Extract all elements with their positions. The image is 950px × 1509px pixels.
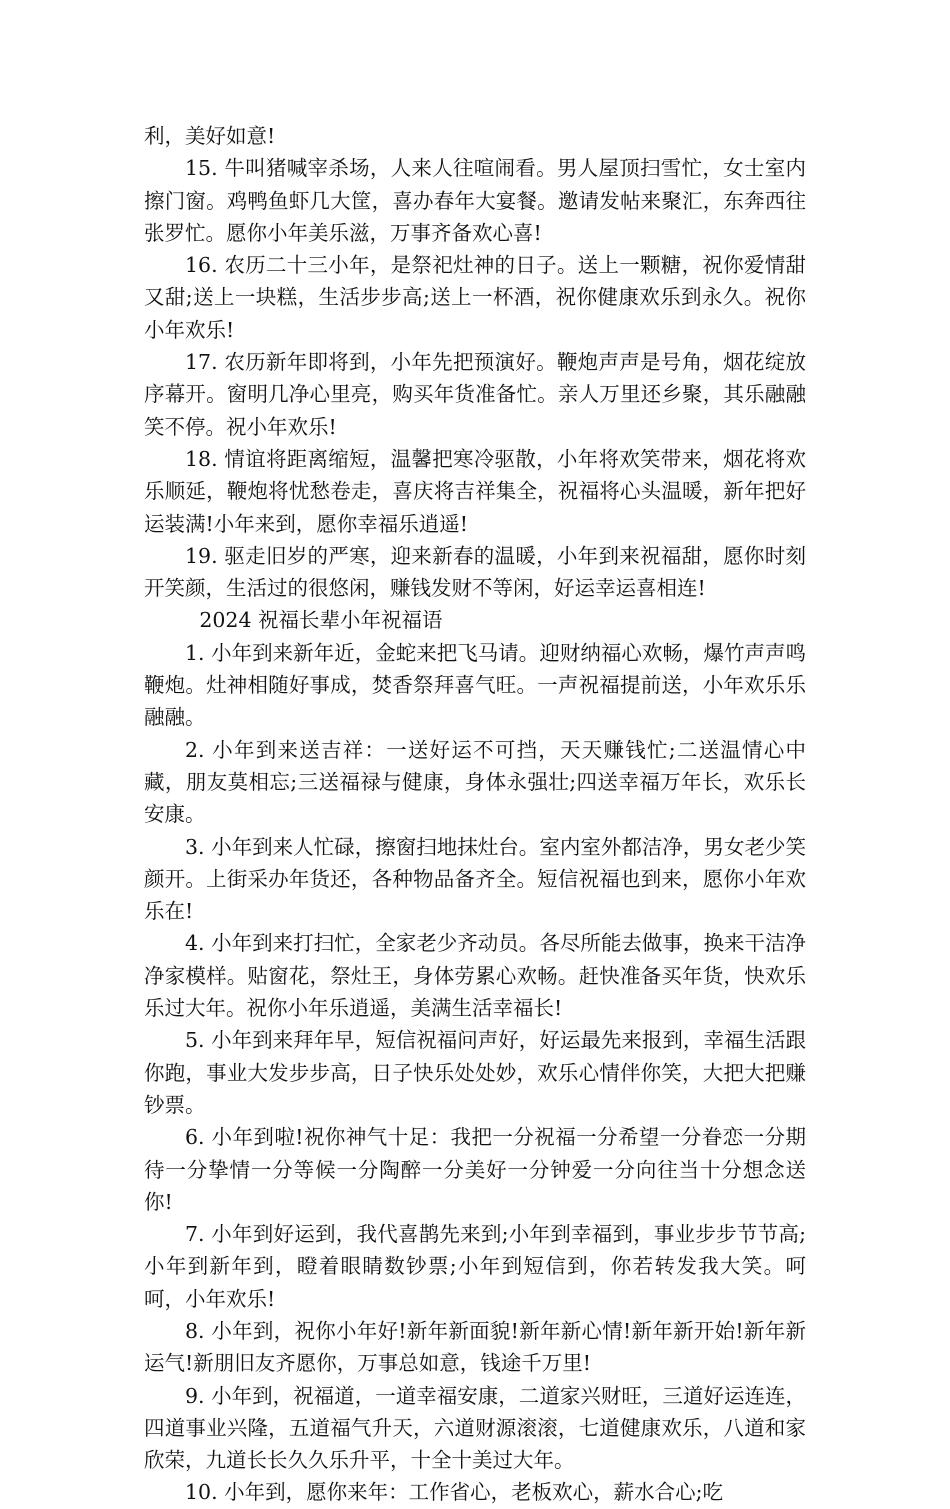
list-item: 16. 农历二十三小年，是祭祀灶神的日子。送上一颗糖，祝你爱情甜又甜;送上一块糕，生活步步高;送上一杯酒，祝你健康欢乐到永久。祝你小年欢乐! xyxy=(144,253,806,342)
list-item: 19. 驱走旧岁的严寒，迎来新春的温暖，小年到来祝福甜，愿你时刻开笑颜，生活过的很悠闲，赚钱发财不等闲，好运幸运喜相连! xyxy=(144,543,806,601)
section-heading: 2024 祝福长辈小年祝福语 xyxy=(199,608,443,633)
list-item: 7. 小年到好运到，我代喜鹊先来到;小年到幸福到，事业步步节节高;小年到新年到，瞪着眼睛数钞票;小年到短信到，你若转发我大笑。呵呵，小年欢乐! xyxy=(144,1222,806,1311)
list-item: 18. 情谊将距离缩短，温馨把寒冷驱散，小年将欢笑带来，烟花将欢乐顺延，鞭炮将忧愁卷走，喜庆将吉祥集全，祝福将心头温暖，新年把好运装满!小年来到，愿你幸福乐逍遥! xyxy=(144,446,806,536)
list-item: 5. 小年到来拜年早，短信祝福问声好，好运最先来报到，幸福生活跟你跑，事业大发步步高，日子快乐处处妙，欢乐心情伴你笑，大把大把赚钞票。 xyxy=(144,1028,806,1117)
list-item: 9. 小年到，祝福道，一道幸福安康，二道家兴财旺，三道好运连连，四道事业兴隆，五道福气升天，六道财源滚滚，七道健康欢乐，八道和家欣荣，九道长长久久乐升平，十全十美过大年。 xyxy=(144,1383,806,1473)
continuation-paragraph: 利，美好如意! xyxy=(144,124,276,148)
list-item: 15. 牛叫猪喊宰杀场，人来人往喧闹看。男人屋顶扫雪忙，女士室内擦门窗。鸡鸭鱼虾几大筐，喜办春年大宴餐。邀请发帖来聚汇，东奔西往张罗忙。愿你小年美乐滋，万事齐备欢心喜! xyxy=(144,156,806,245)
list-item: 10. 小年到，愿你来年：工作省心，老板欢心，薪水合心;吃 xyxy=(185,1480,724,1505)
list-item: 2. 小年到来送吉祥：一送好运不可挡，天天赚钱忙;二送温情心中藏，朋友莫相忘;三送福禄与健康，身体永强壮;四送幸福万年长，欢乐长安康。 xyxy=(144,737,806,827)
list-item: 4. 小年到来打扫忙，全家老少齐动员。各尽所能去做事，换来干洁净净家模样。贴窗花，祭灶王，身体劳累心欢畅。赶快准备买年货，快欢乐乐过大年。祝你小年乐逍遥，美满生活幸福长! xyxy=(144,931,806,1021)
list-item: 1. 小年到来新年近，金蛇来把飞马请。迎财纳福心欢畅，爆竹声声鸣鞭炮。灶神相随好事成，焚香祭拜喜气旺。一声祝福提前送，小年欢乐乐融融。 xyxy=(144,640,806,730)
section2-list xyxy=(144,637,806,1509)
list-item: 3. 小年到来人忙碌，擦窗扫地抹灶台。室内室外都洁净，男女老少笑颜开。上街采办年货还，各种物品备齐全。短信祝福也到来，愿你小年欢乐在! xyxy=(144,834,806,924)
list-item: 17. 农历新年即将到，小年先把预演好。鞭炮声声是号角，烟花绽放序幕开。窗明几净心里亮，购买年货准备忙。亲人万里还乡聚，其乐融融笑不停。祝小年欢乐! xyxy=(144,350,806,439)
section1-list xyxy=(144,152,806,604)
list-item: 8. 小年到，祝你小年好!新年新面貌!新年新心情!新年新开始!新年新运气!新朋旧友齐愿你，万事总如意，钱途千万里! xyxy=(144,1318,806,1376)
list-item: 6. 小年到啦!祝你神气十足：我把一分祝福一分希望一分眷恋一分期待一分挚情一分等候一分陶醉一分美好一分钟爱一分向往当十分想念送你! xyxy=(144,1125,806,1214)
